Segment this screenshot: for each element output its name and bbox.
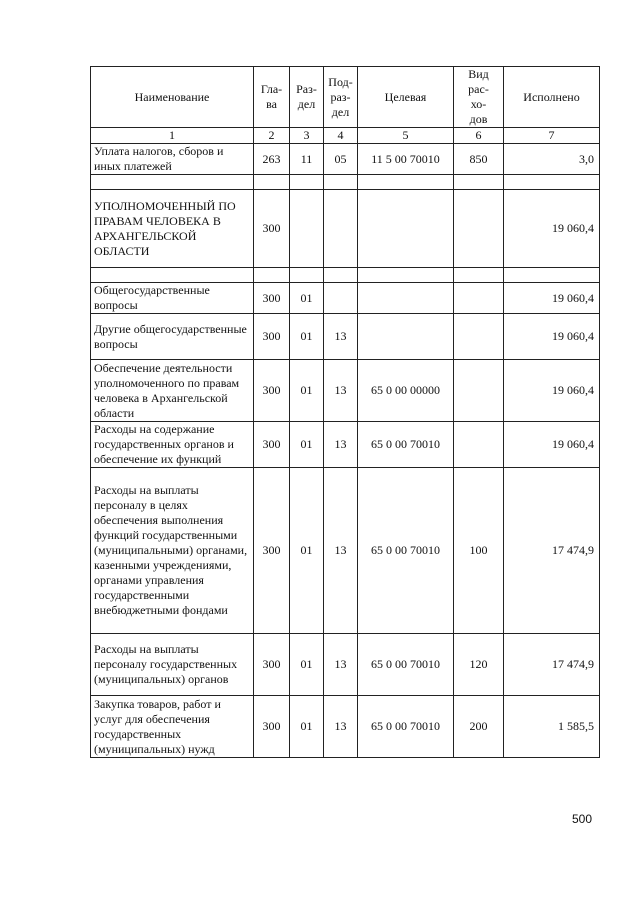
cell-razdel — [290, 190, 324, 268]
cell-tselevaya: 65 0 00 70010 — [358, 696, 454, 758]
cell-tselevaya: 65 0 00 70010 — [358, 422, 454, 468]
cell-razdel: 01 — [290, 360, 324, 422]
cell-amount: 19 060,4 — [504, 190, 600, 268]
cell-name: Расходы на выплаты персоналу в целях обеспечения выполнения функций государственными (муниципальными) органами, казенными учреждениями, органами управления государственными внебюджетными фондами — [91, 468, 254, 634]
cell-vid: 100 — [454, 468, 504, 634]
cell-podrazdel: 13 — [324, 360, 358, 422]
cell-amount: 19 060,4 — [504, 314, 600, 360]
cell-razdel: 01 — [290, 634, 324, 696]
cell-name: Обеспечение деятельности уполномоченного по правам человека в Архангельской области — [91, 360, 254, 422]
spacer-row — [91, 268, 600, 283]
column-number: 5 — [358, 128, 454, 144]
cell-tselevaya: 11 5 00 70010 — [358, 144, 454, 175]
cell-glava: 300 — [254, 422, 290, 468]
cell-amount: 19 060,4 — [504, 360, 600, 422]
column-number: 1 — [91, 128, 254, 144]
cell-name: УПОЛНОМОЧЕННЫЙ ПО ПРАВАМ ЧЕЛОВЕКА В АРХАНГЕЛЬСКОЙ ОБЛАСТИ — [91, 190, 254, 268]
cell-glava: 300 — [254, 696, 290, 758]
budget-table — [90, 66, 600, 758]
header-vid: Вид рас- хо- дов — [454, 67, 504, 128]
cell-name: Общегосударственные вопросы — [91, 283, 254, 314]
cell-amount: 19 060,4 — [504, 283, 600, 314]
table-row — [91, 468, 600, 634]
cell-vid: 850 — [454, 144, 504, 175]
column-number: 7 — [504, 128, 600, 144]
column-number: 2 — [254, 128, 290, 144]
cell-tselevaya — [358, 190, 454, 268]
cell-glava: 300 — [254, 283, 290, 314]
cell-glava: 263 — [254, 144, 290, 175]
header-row — [91, 67, 600, 128]
cell-tselevaya: 65 0 00 00000 — [358, 360, 454, 422]
table-row — [91, 314, 600, 360]
cell-razdel: 11 — [290, 144, 324, 175]
cell-podrazdel — [324, 283, 358, 314]
header-razdel: Раз- дел — [290, 67, 324, 128]
spacer-row — [91, 175, 600, 190]
header-tselevaya: Целевая — [358, 67, 454, 128]
cell-glava: 300 — [254, 634, 290, 696]
cell-amount: 17 474,9 — [504, 634, 600, 696]
cell-tselevaya — [358, 314, 454, 360]
cell-amount: 3,0 — [504, 144, 600, 175]
page-number: 500 — [572, 812, 593, 826]
cell-glava: 300 — [254, 190, 290, 268]
cell-tselevaya: 65 0 00 70010 — [358, 634, 454, 696]
cell-vid — [454, 314, 504, 360]
cell-podrazdel: 05 — [324, 144, 358, 175]
table-row — [91, 422, 600, 468]
cell-amount: 1 585,5 — [504, 696, 600, 758]
header-ispolneno: Исполнено — [504, 67, 600, 128]
cell-amount: 17 474,9 — [504, 468, 600, 634]
cell-podrazdel — [324, 190, 358, 268]
header-podrazdel: Под- раз- дел — [324, 67, 358, 128]
table-row — [91, 696, 600, 758]
cell-glava: 300 — [254, 314, 290, 360]
cell-razdel: 01 — [290, 468, 324, 634]
cell-vid — [454, 190, 504, 268]
cell-vid — [454, 360, 504, 422]
cell-podrazdel: 13 — [324, 468, 358, 634]
cell-tselevaya — [358, 283, 454, 314]
column-number: 6 — [454, 128, 504, 144]
table-row — [91, 144, 600, 175]
header-name: Наименование — [91, 67, 254, 128]
cell-podrazdel: 13 — [324, 314, 358, 360]
cell-podrazdel: 13 — [324, 634, 358, 696]
cell-vid: 120 — [454, 634, 504, 696]
cell-glava: 300 — [254, 468, 290, 634]
cell-razdel: 01 — [290, 422, 324, 468]
cell-name: Уплата налогов, сборов и иных платежей — [91, 144, 254, 175]
table-row — [91, 634, 600, 696]
cell-podrazdel: 13 — [324, 422, 358, 468]
cell-razdel: 01 — [290, 283, 324, 314]
column-number: 4 — [324, 128, 358, 144]
cell-vid: 200 — [454, 696, 504, 758]
cell-vid — [454, 422, 504, 468]
table-row — [91, 190, 600, 268]
cell-name: Расходы на содержание государственных органов и обеспечение их функций — [91, 422, 254, 468]
column-number-row — [91, 128, 600, 144]
cell-glava: 300 — [254, 360, 290, 422]
cell-vid — [454, 283, 504, 314]
cell-tselevaya: 65 0 00 70010 — [358, 468, 454, 634]
cell-name: Другие общегосударственные вопросы — [91, 314, 254, 360]
cell-podrazdel: 13 — [324, 696, 358, 758]
header-glava: Гла- ва — [254, 67, 290, 128]
table-row — [91, 283, 600, 314]
column-number: 3 — [290, 128, 324, 144]
table-row — [91, 360, 600, 422]
cell-name: Закупка товаров, работ и услуг для обеспечения государственных (муниципальных) нужд — [91, 696, 254, 758]
cell-razdel: 01 — [290, 314, 324, 360]
cell-name: Расходы на выплаты персоналу государственных (муниципальных) органов — [91, 634, 254, 696]
cell-amount: 19 060,4 — [504, 422, 600, 468]
cell-razdel: 01 — [290, 696, 324, 758]
